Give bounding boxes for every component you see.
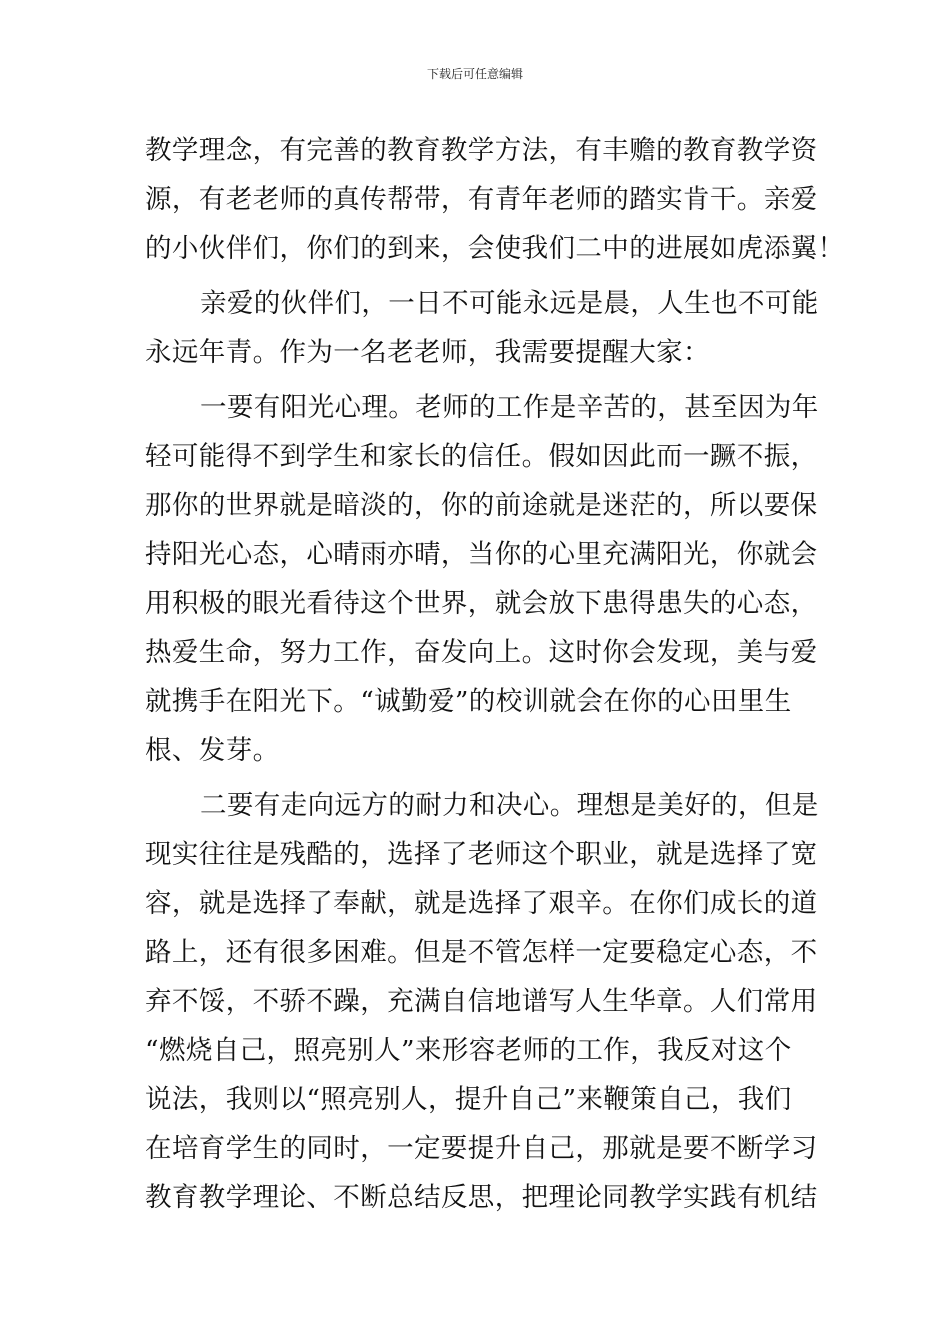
text-line: 二要有走向远方的耐力和决心。理想是美好的，但是: [200, 790, 819, 821]
text-line: 亲爱的伙伴们，一日不可能永远是晨，人生也不可能: [200, 288, 819, 319]
text-line: 用积极的眼光看待这个世界，就会放下患得患失的心态，: [145, 588, 818, 619]
text-line: 教学理念，有完善的教育教学方法，有丰赡的教育教学资: [145, 135, 818, 166]
text-line: 一要有阳光心理。老师的工作是辛苦的，甚至因为年: [200, 392, 819, 423]
text-line: 轻可能得不到学生和家长的信任。假如因此而一蹶不振，: [145, 441, 818, 472]
text-line: 容，就是选择了奉献，就是选择了艰辛。在你们成长的道: [145, 888, 818, 919]
paragraph: [145, 781, 819, 1222]
text-line: 持阳光心态，心晴雨亦晴，当你的心里充满阳光，你就会: [145, 539, 818, 570]
text-line: 永远年青。作为一名老老师，我需要提醒大家：: [145, 337, 710, 368]
text-line: 路上，还有很多困难。但是不管怎样一定要稳定心态，不: [145, 937, 818, 968]
text-line: 源，有老老师的真传帮带，有青年老师的踏实肯干。亲爱: [145, 184, 818, 215]
text-line: 在培育学生的同时，一定要提升自己，那就是要不断学习: [145, 1133, 818, 1164]
paragraph: [145, 126, 845, 273]
text-line: 的小伙伴们，你们的到来，会使我们二中的进展如虎添翼！: [145, 233, 845, 264]
paragraph: [145, 383, 819, 775]
text-line: 那你的世界就是暗淡的，你的前途就是迷茫的，所以要保: [145, 490, 818, 521]
text-line: 说法，我则以“照亮别人，提升自己”来鞭策自己，我们: [145, 1084, 792, 1115]
text-line: “燃烧自己，照亮别人”来形容老师的工作，我反对这个: [145, 1035, 792, 1066]
page-header: 下载后可任意编辑: [426, 67, 523, 81]
paragraph: [145, 279, 819, 377]
text-line: 教育教学理论、不断总结反思，把理论同教学实践有机结: [145, 1182, 818, 1213]
text-line: 现实往往是残酷的，选择了老师这个职业，就是选择了宽: [145, 839, 818, 870]
document-body: [145, 126, 845, 1222]
text-line: 热爱生命，努力工作，奋发向上。这时你会发现，美与爱: [145, 637, 818, 668]
text-line: 就携手在阳光下。“诚勤爱”的校训就会在你的心田里生: [145, 686, 792, 717]
text-line: 根、发芽。: [145, 735, 280, 766]
text-line: 弃不馁，不骄不躁，充满自信地谱写人生华章。人们常用: [145, 986, 818, 1017]
